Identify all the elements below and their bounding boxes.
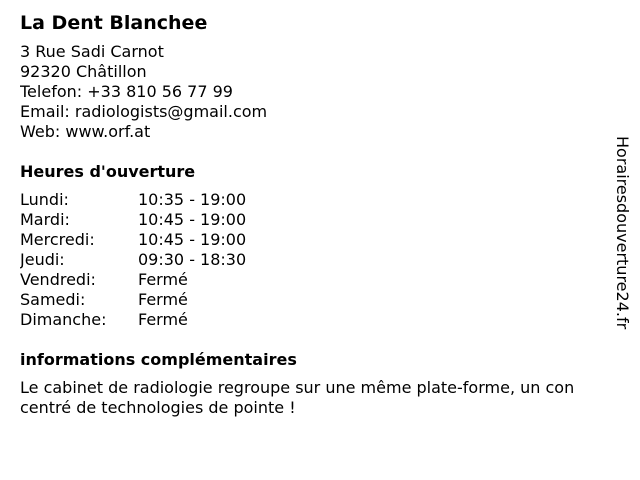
brand-watermark <box>612 136 632 346</box>
website: Web: www.orf.at <box>20 122 151 141</box>
hours-time: 10:35 - 19:00 <box>138 190 247 209</box>
hours-day: Vendredi: <box>20 270 96 289</box>
info-line: Le cabinet de radiologie regroupe sur une même plate-forme, un con <box>20 378 575 397</box>
phone-number: Telefon: +33 810 56 77 99 <box>20 82 233 101</box>
hours-row-saturday <box>20 290 620 310</box>
brand-text: Horairesdouverture24.fr <box>613 136 632 330</box>
hours-row-monday <box>20 190 620 210</box>
hours-day: Mardi: <box>20 210 70 229</box>
opening-hours-table <box>20 190 620 330</box>
opening-hours-heading: Heures d'ouverture <box>20 162 196 181</box>
hours-row-thursday <box>20 250 620 270</box>
hours-day: Lundi: <box>20 190 69 209</box>
hours-time: 10:45 - 19:00 <box>138 210 247 229</box>
address-city: 92320 Châtillon <box>20 62 147 81</box>
address-block <box>20 42 620 142</box>
info-line: centré de technologies de pointe ! <box>20 398 296 417</box>
additional-info-text <box>20 378 620 418</box>
hours-time: Fermé <box>138 270 188 289</box>
hours-row-friday <box>20 270 620 290</box>
additional-info-heading: informations complémentaires <box>20 350 297 369</box>
hours-row-wednesday <box>20 230 620 250</box>
business-card <box>20 10 620 418</box>
email-address: Email: radiologists@gmail.com <box>20 102 268 121</box>
hours-row-sunday <box>20 310 620 330</box>
hours-time: Fermé <box>138 310 188 329</box>
hours-day: Samedi: <box>20 290 86 309</box>
business-name: La Dent Blanchee <box>20 12 208 34</box>
hours-row-tuesday <box>20 210 620 230</box>
hours-day: Dimanche: <box>20 310 107 329</box>
hours-time: 10:45 - 19:00 <box>138 230 247 249</box>
hours-time: Fermé <box>138 290 188 309</box>
hours-day: Mercredi: <box>20 230 95 249</box>
address-street: 3 Rue Sadi Carnot <box>20 42 164 61</box>
hours-day: Jeudi: <box>20 250 65 269</box>
hours-time: 09:30 - 18:30 <box>138 250 247 269</box>
